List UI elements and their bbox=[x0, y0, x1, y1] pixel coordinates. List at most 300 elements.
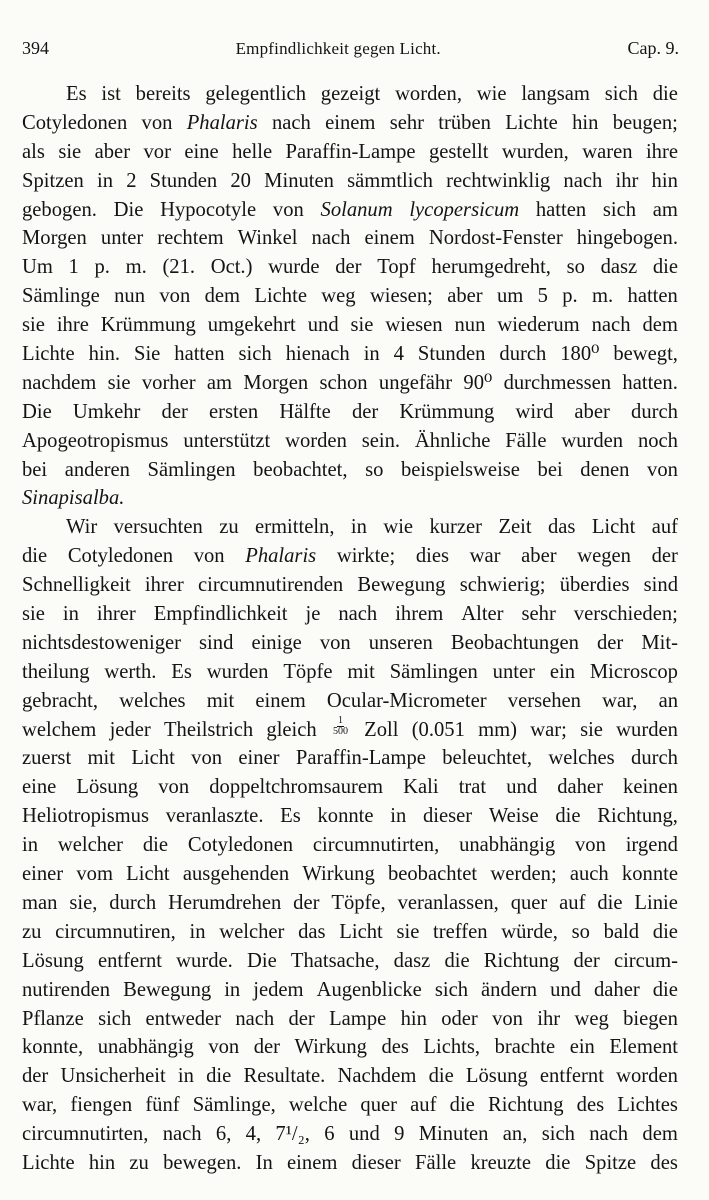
word: dies bbox=[415, 545, 449, 568]
word: sie bbox=[580, 718, 603, 741]
word: denen bbox=[580, 458, 630, 481]
word: hin bbox=[400, 1007, 427, 1030]
word: nach bbox=[271, 111, 311, 134]
word: Es bbox=[171, 660, 192, 683]
word: schwierig; bbox=[459, 574, 546, 597]
word: p. bbox=[562, 285, 578, 308]
word: entweder bbox=[145, 1007, 222, 1030]
word: zu bbox=[219, 516, 239, 539]
word: sich bbox=[541, 1123, 575, 1146]
word: Es bbox=[66, 83, 87, 105]
word: aber bbox=[447, 285, 483, 308]
word: Sinapis bbox=[22, 487, 83, 510]
word: in bbox=[96, 169, 113, 192]
word: wirkte; bbox=[336, 545, 396, 568]
word: Wirkung bbox=[294, 1036, 367, 1059]
word: Licht bbox=[591, 516, 636, 539]
word: die bbox=[449, 1094, 475, 1117]
word: zu bbox=[22, 920, 42, 943]
word: die bbox=[555, 805, 581, 828]
word: Thatsache, bbox=[290, 949, 380, 972]
word: trüben bbox=[438, 111, 491, 134]
word: werth. bbox=[104, 660, 157, 683]
word: sie bbox=[396, 920, 420, 943]
word: und bbox=[506, 776, 538, 799]
word: wurden bbox=[561, 429, 624, 452]
word: Apogeotropismus bbox=[22, 429, 169, 452]
word: vom bbox=[76, 863, 113, 886]
word: verschieden; bbox=[573, 603, 678, 626]
paragraph-2-line bbox=[22, 716, 678, 745]
word: mit bbox=[347, 660, 375, 683]
word: m. bbox=[125, 256, 147, 279]
word: Spitze bbox=[584, 1151, 637, 1174]
word: Richtung, bbox=[597, 805, 678, 828]
word: versehen bbox=[507, 689, 581, 712]
word: so bbox=[566, 256, 585, 279]
word: sämmtlich bbox=[347, 169, 433, 192]
word: durch bbox=[631, 400, 678, 423]
word: Alter bbox=[461, 603, 504, 626]
word: Licht bbox=[339, 920, 383, 943]
word: Lösung bbox=[76, 776, 139, 799]
word: der bbox=[335, 256, 362, 279]
word: Heliotropismus bbox=[22, 805, 149, 828]
word: von bbox=[158, 776, 190, 799]
word: mit bbox=[87, 747, 115, 770]
word: helle bbox=[232, 140, 273, 163]
word: Fälle bbox=[505, 429, 547, 452]
word: jeder bbox=[109, 718, 151, 741]
word: überdies bbox=[559, 574, 630, 597]
paragraph-2-line bbox=[22, 1005, 678, 1034]
word: Sämlingen bbox=[389, 660, 478, 683]
fraction: $\frac{1}{500}$ bbox=[332, 714, 348, 737]
word: Die bbox=[246, 949, 277, 972]
word: worden bbox=[285, 429, 347, 452]
word: zuerst bbox=[22, 747, 72, 770]
word: ersten bbox=[208, 400, 259, 423]
word: bald bbox=[603, 920, 640, 943]
word: hin bbox=[88, 1151, 116, 1174]
word: der bbox=[573, 949, 600, 972]
word: einem bbox=[325, 111, 376, 134]
word: Ocular-Micrometer bbox=[326, 689, 487, 712]
word: gebracht, bbox=[22, 689, 99, 712]
word: man bbox=[22, 891, 58, 914]
word: hienach bbox=[285, 343, 350, 366]
word: hingebogen. bbox=[576, 227, 678, 250]
word: ihrer bbox=[144, 574, 184, 597]
paragraph-2-line bbox=[22, 802, 678, 831]
word: der bbox=[22, 1065, 49, 1088]
word: dem bbox=[642, 314, 678, 337]
word: bewegt, bbox=[613, 343, 678, 366]
word: die bbox=[142, 834, 168, 857]
word: sehr bbox=[389, 111, 425, 134]
word: kurzer bbox=[429, 516, 483, 539]
word: Cotyledonen bbox=[187, 834, 294, 857]
word: die bbox=[597, 891, 623, 914]
word: wurden bbox=[206, 660, 269, 683]
word: quer bbox=[360, 1094, 397, 1117]
word: einem bbox=[364, 227, 415, 250]
word: Microscop bbox=[589, 660, 678, 683]
word: einer bbox=[238, 747, 280, 770]
word: weg bbox=[574, 1007, 609, 1030]
word: von bbox=[574, 834, 606, 857]
word: wurde. bbox=[176, 949, 233, 972]
word: 6, bbox=[215, 1123, 232, 1146]
word: Theilstrich bbox=[163, 718, 254, 741]
word: waren bbox=[582, 140, 633, 163]
word: 6 bbox=[324, 1123, 335, 1146]
word: 20 bbox=[230, 169, 251, 192]
word: Kali bbox=[403, 776, 439, 799]
word: nun bbox=[114, 285, 146, 308]
word: Phalaris bbox=[245, 545, 317, 568]
word: Augenblicke bbox=[316, 978, 422, 1001]
word: nutirenden bbox=[22, 978, 111, 1001]
running-title: Empfindlichkeit gegen Licht. bbox=[235, 39, 441, 58]
word: entfernt bbox=[539, 1065, 604, 1088]
word: dieser bbox=[351, 1151, 401, 1174]
word: 9 bbox=[394, 1123, 405, 1146]
word: Lichts, bbox=[423, 1036, 481, 1059]
word: konnte, bbox=[22, 1036, 84, 1059]
word: konnte bbox=[621, 863, 678, 886]
word: von bbox=[319, 631, 351, 654]
word: 4 bbox=[393, 343, 404, 366]
word: 1 bbox=[68, 256, 79, 279]
word: in bbox=[62, 603, 79, 626]
word: auch bbox=[569, 863, 609, 886]
word: Weise bbox=[488, 805, 539, 828]
word: unterstützt bbox=[183, 429, 271, 452]
word: die bbox=[652, 83, 678, 105]
word: gleich bbox=[266, 718, 317, 741]
word: welcher bbox=[57, 834, 124, 857]
paragraph-2-line bbox=[22, 687, 678, 716]
word: Schnelligkeit bbox=[22, 574, 131, 597]
paragraph-2-line bbox=[22, 571, 678, 600]
word: Minuten bbox=[418, 1123, 489, 1146]
word: irgend bbox=[625, 834, 678, 857]
word: wurde bbox=[268, 256, 320, 279]
word: bei bbox=[537, 458, 563, 481]
paragraph-1-line bbox=[22, 224, 678, 253]
word: zu bbox=[129, 1151, 149, 1174]
word: beobachtet bbox=[387, 863, 478, 886]
word: trat bbox=[458, 776, 487, 799]
word: herumgedreht, bbox=[431, 256, 551, 279]
word: die bbox=[652, 978, 678, 1001]
word: 180⁰ bbox=[560, 343, 600, 366]
chapter-label: Cap. 9. bbox=[627, 38, 679, 58]
word: der bbox=[253, 1036, 281, 1059]
paragraph-2-line bbox=[22, 860, 678, 889]
word: vor bbox=[143, 140, 171, 163]
word: bei bbox=[22, 458, 48, 481]
word: dem bbox=[204, 285, 241, 308]
word: von bbox=[191, 747, 223, 770]
word: oder bbox=[441, 1007, 478, 1030]
word: in bbox=[363, 343, 380, 366]
word: einer bbox=[22, 863, 64, 886]
word: aber bbox=[521, 545, 557, 568]
word: nach bbox=[162, 1123, 202, 1146]
word: Zoll bbox=[364, 718, 399, 741]
word: auf bbox=[410, 1094, 437, 1117]
word: Wir bbox=[66, 516, 98, 539]
word: circumnutirten, bbox=[22, 1123, 149, 1146]
word: Morgen bbox=[243, 371, 309, 394]
word: des bbox=[381, 1036, 409, 1059]
word: von bbox=[272, 198, 304, 221]
word: um bbox=[496, 285, 524, 308]
word: werden; bbox=[490, 863, 557, 886]
word: welche bbox=[288, 1094, 348, 1117]
word: daher bbox=[593, 978, 640, 1001]
paragraph-1-line bbox=[22, 167, 678, 196]
word: fiengen bbox=[70, 1094, 133, 1117]
word: p. bbox=[94, 256, 110, 279]
word: wegen bbox=[577, 545, 631, 568]
word: welches bbox=[119, 689, 186, 712]
word: Krümmung bbox=[399, 400, 495, 423]
word: der bbox=[597, 631, 624, 654]
word: nichtsdestoweniger bbox=[22, 631, 181, 654]
word: des bbox=[650, 1151, 678, 1174]
paragraph-2-line bbox=[22, 629, 678, 658]
word: ermitteln, bbox=[255, 516, 335, 539]
page-number: 394 bbox=[22, 38, 49, 58]
word: unseren bbox=[368, 631, 433, 654]
word: die bbox=[652, 920, 678, 943]
word: Empfindlichkeit bbox=[153, 603, 288, 626]
paragraph-2-line bbox=[22, 744, 678, 773]
word: (21. bbox=[162, 256, 196, 279]
paragraph-1-line bbox=[22, 484, 678, 513]
word: Sämlinge bbox=[22, 285, 100, 308]
word: sich bbox=[98, 1007, 132, 1030]
word: nach bbox=[235, 1007, 275, 1030]
word: je bbox=[305, 603, 321, 626]
word: Ähnliche bbox=[414, 429, 491, 452]
word: der bbox=[293, 891, 320, 914]
word: circumnutirenden bbox=[197, 574, 344, 597]
word: an bbox=[658, 689, 678, 712]
word: Paraffin-Lampe bbox=[295, 747, 426, 770]
word: sein. bbox=[361, 429, 401, 452]
word: nach bbox=[563, 169, 603, 192]
word: Bewegung bbox=[357, 574, 446, 597]
word: sich bbox=[434, 978, 469, 1001]
word: von bbox=[492, 1007, 523, 1030]
paragraph-2-line bbox=[22, 976, 678, 1005]
word: und bbox=[550, 978, 581, 1001]
paragraph-2-line bbox=[22, 1120, 678, 1149]
paragraph-1-line bbox=[22, 282, 678, 311]
word: Die bbox=[22, 400, 52, 423]
word: sie, bbox=[69, 891, 98, 914]
word: veranlaszte. bbox=[165, 805, 264, 828]
word: jedem bbox=[253, 978, 304, 1001]
word: treffen bbox=[433, 920, 488, 943]
word: am bbox=[206, 371, 233, 394]
word: Lichte bbox=[22, 343, 75, 366]
word: anderen bbox=[64, 458, 130, 481]
word: circumnutirten, bbox=[312, 834, 440, 857]
paragraph-2-line bbox=[22, 889, 678, 918]
paragraph-1-line bbox=[22, 196, 678, 225]
word: die bbox=[545, 1151, 571, 1174]
word: beleuchtet, bbox=[442, 747, 533, 770]
word: alba. bbox=[82, 487, 125, 510]
word: wurden, bbox=[501, 140, 569, 163]
word: unabhängig bbox=[459, 834, 556, 857]
word: Umkehr bbox=[72, 400, 141, 423]
word: von bbox=[647, 458, 678, 481]
word: Paraffin-Lampe bbox=[285, 140, 416, 163]
word: hin bbox=[651, 169, 678, 192]
word: auf bbox=[651, 516, 678, 539]
word: Töpfe bbox=[283, 660, 333, 683]
word: Beobachtungen bbox=[450, 631, 579, 654]
word: Nordost-Fenster bbox=[428, 227, 563, 250]
word: sind bbox=[643, 574, 678, 597]
word: ausgehenden bbox=[182, 863, 290, 886]
word: dem bbox=[642, 1123, 678, 1146]
paragraph-2-line bbox=[22, 831, 678, 860]
paragraph-2-line bbox=[22, 773, 678, 802]
word: Krümmung bbox=[100, 314, 196, 337]
word: Nachdem bbox=[337, 1065, 417, 1088]
word: ändern bbox=[481, 978, 538, 1001]
word: Pflanze bbox=[22, 1007, 84, 1030]
word: Solanum bbox=[320, 198, 393, 221]
paragraph-1-line bbox=[22, 253, 678, 282]
word: kreuzte bbox=[470, 1151, 532, 1174]
word: von bbox=[159, 285, 191, 308]
word: das bbox=[548, 516, 576, 539]
word: die bbox=[206, 1065, 232, 1088]
paragraph-2-line bbox=[22, 658, 678, 687]
word: wie bbox=[383, 516, 414, 539]
word: fünf bbox=[145, 1094, 180, 1117]
word: gelegentlich bbox=[205, 83, 306, 105]
word: sie bbox=[22, 603, 45, 626]
paragraph-2-line bbox=[22, 1149, 678, 1178]
word: einem bbox=[287, 1151, 338, 1174]
word: war; bbox=[530, 718, 567, 741]
word: Minuten bbox=[264, 169, 334, 192]
word: 2 bbox=[126, 169, 137, 192]
running-header bbox=[22, 38, 679, 59]
body-text bbox=[22, 80, 678, 1178]
word: war, bbox=[602, 689, 638, 712]
word: Sämlinge, bbox=[192, 1094, 276, 1117]
word: Resultate. bbox=[243, 1065, 326, 1088]
word: bereits bbox=[135, 83, 191, 105]
word: sind bbox=[199, 631, 234, 654]
word: Zeit bbox=[498, 516, 532, 539]
word: als bbox=[22, 140, 45, 163]
word: von bbox=[208, 1036, 240, 1059]
word: Herumdrehen bbox=[168, 891, 282, 914]
paragraph-1-line bbox=[22, 138, 678, 167]
word: Hypocotyle bbox=[160, 198, 257, 221]
word: von bbox=[141, 111, 173, 134]
word: das bbox=[298, 920, 326, 943]
word: nach bbox=[311, 227, 351, 250]
word: welches bbox=[548, 747, 615, 770]
paragraph-1-line bbox=[22, 369, 678, 398]
word: welchem bbox=[22, 718, 97, 741]
word: Element bbox=[609, 1036, 678, 1059]
word: Hälfte bbox=[279, 400, 331, 423]
word: nun bbox=[454, 314, 486, 337]
word: war, bbox=[22, 1094, 58, 1117]
word: wiederum bbox=[497, 314, 580, 337]
word: Stunden bbox=[417, 343, 486, 366]
word: Die bbox=[113, 198, 144, 221]
word: der bbox=[651, 545, 678, 568]
word: sie bbox=[107, 371, 131, 394]
word: mm) bbox=[478, 718, 518, 741]
word: mit bbox=[206, 689, 235, 712]
word: hin. bbox=[88, 343, 121, 366]
word: in bbox=[350, 516, 367, 539]
word: in bbox=[177, 1065, 194, 1088]
word: wiesen bbox=[385, 314, 443, 337]
word: Unsicherheit bbox=[60, 1065, 166, 1088]
word: ein bbox=[569, 1036, 595, 1059]
word: der bbox=[351, 400, 379, 423]
word: die bbox=[444, 949, 470, 972]
word: worden, bbox=[395, 83, 462, 105]
paragraph-2-line bbox=[22, 600, 678, 629]
word: wurden bbox=[616, 718, 678, 741]
word: sich bbox=[238, 343, 272, 366]
word: Sie bbox=[133, 343, 161, 366]
word: gebogen. bbox=[22, 198, 97, 221]
word: Licht bbox=[126, 863, 170, 886]
word: rechtem bbox=[157, 227, 224, 250]
word: Stunden bbox=[149, 169, 218, 192]
word: Winkel bbox=[237, 227, 298, 250]
word: war bbox=[469, 545, 501, 568]
word: einem bbox=[255, 689, 306, 712]
word: aber bbox=[94, 140, 131, 163]
word: veranlassen, bbox=[397, 891, 499, 914]
word: so bbox=[571, 920, 590, 943]
word: sie bbox=[350, 314, 374, 337]
word: nach bbox=[338, 603, 378, 626]
word: Lampe bbox=[329, 1007, 387, 1030]
word: eine bbox=[184, 140, 219, 163]
word: doppeltchromsaurem bbox=[209, 776, 384, 799]
word: In bbox=[255, 1151, 273, 1174]
word: und bbox=[307, 314, 339, 337]
word: welcher bbox=[219, 920, 285, 943]
word: Richtung bbox=[487, 1094, 564, 1117]
word: versuchten bbox=[113, 516, 203, 539]
word: umgekehrt bbox=[207, 314, 296, 337]
paragraph-1-line bbox=[22, 311, 678, 340]
word: in bbox=[390, 805, 407, 828]
word: 5 bbox=[537, 285, 548, 308]
